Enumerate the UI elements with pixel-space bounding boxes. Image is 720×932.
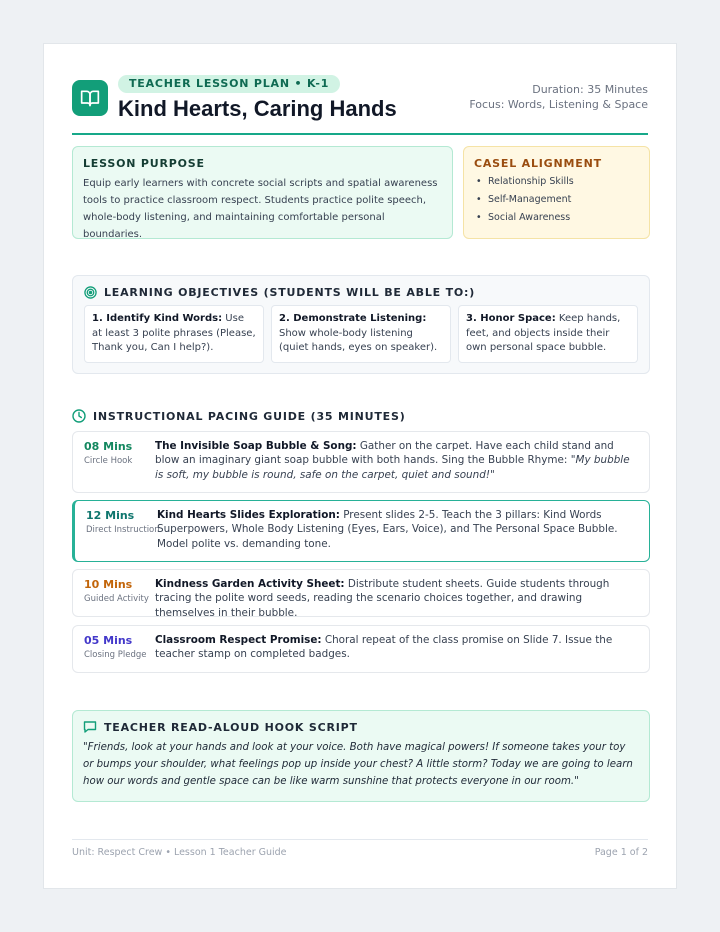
clock-icon [72,409,86,423]
pacing-phase: Guided Activity [84,594,149,604]
speech-bubble-icon [83,720,97,734]
casel-alignment-box [463,146,650,239]
learning-objectives-box [72,275,650,374]
objective-title: 3. Honor Space: [466,313,556,324]
objective-title: 2. Demonstrate Listening: [279,313,427,324]
objectives-heading-text: LEARNING OBJECTIVES (STUDENTS WILL BE ABLE TO:) [104,286,476,299]
pacing-text: Present slides 2-5. Teach the 3 pillars: Kind Words Superpowers, Whole Body Listening (Eyes, Ears, Voice), and The Personal Space Bubble. Model polite vs. demanding tone. [157,509,618,550]
pacing-phase: Circle Hook [84,456,133,466]
book-icon [72,80,108,116]
footer-unit: Unit: Respect Crew • Lesson 1 Teacher Guide [72,847,287,858]
page-title: Kind Hearts, Caring Hands [118,96,397,121]
casel-list [474,173,639,227]
objective-card [84,305,264,363]
pacing-time: 08 Mins [84,440,133,453]
hook-heading [83,720,358,734]
pacing-heading [72,409,406,423]
lesson-purpose-box [72,146,453,239]
pacing-phase: Direct Instruction [86,525,160,535]
hook-script-text: "Friends, look at your hands and look at your voice. Both have magical powers! If someone takes your toy or bumps your shoulder, what feelings pop up inside your chest? A little storm? Today we are going to learn how our words and gentle space can be like warm sunshine that protects everyone in our room." [83,742,633,787]
pacing-time: 05 Mins [84,634,133,647]
objective-text: Show whole-body listening (quiet hands, eyes on speaker). [279,327,438,353]
pacing-title: Kindness Garden Activity Sheet: [155,578,345,590]
objectives-heading [84,286,475,299]
pacing-title: The Invisible Soap Bubble & Song: [155,440,357,452]
hook-heading-text: TEACHER READ-ALOUD HOOK SCRIPT [104,720,358,734]
duration-text: Duration: 35 Minutes [532,83,648,96]
lesson-badge: TEACHER LESSON PLAN • K-1 [118,75,340,93]
casel-heading: CASEL ALIGNMENT [474,157,602,170]
pacing-text: Choral repeat of the class promise on Slide 7. Issue the teacher stamp on completed badges. [155,634,613,661]
casel-item: • Relationship Skills [474,173,639,191]
pacing-text: Gather on the carpet. Have each child stand and blow an imaginary giant soap bubble with both hands. Sing the Bubble Rhyme: [155,440,614,467]
footer-divider [72,839,648,840]
pacing-text: Distribute student sheets. Guide students through tracing the polite word seeds, reading the scenario choices together, and drawing themselves in their bubble. [155,578,610,619]
page-number: Page 1 of 2 [594,847,648,858]
pacing-description [157,508,641,551]
pacing-time: 12 Mins [86,509,135,522]
pacing-quote: "My bubble is soft, my bubble is round, safe on the carpet, quiet and sound!" [155,454,630,481]
pacing-time: 10 Mins [84,578,133,591]
pacing-title: Classroom Respect Promise: [155,634,322,646]
objective-text: Keep hands, feet, and objects inside their own personal space bubble. [466,313,621,353]
pacing-description [155,439,641,482]
header-divider [72,133,648,135]
pacing-row [72,569,650,617]
pacing-title: Kind Hearts Slides Exploration: [157,509,340,521]
pacing-description [155,577,641,620]
casel-item: • Social Awareness [474,209,639,227]
pacing-description [155,633,641,662]
pacing-heading-text: INSTRUCTIONAL PACING GUIDE (35 MINUTES) [93,409,406,423]
lesson-plan-page [43,43,677,889]
objective-card [271,305,451,363]
lesson-meta [469,83,648,112]
lesson-purpose-text: Equip early learners with concrete social scripts and spatial awareness tools to practice classroom respect. Students practice polite speech, whole-body listening, and maintaining comfortable personal boundaries. [83,178,438,240]
pacing-row [72,500,650,562]
read-aloud-hook-box [72,710,650,802]
target-icon [84,286,97,299]
casel-item: • Self-Management [474,191,639,209]
objective-title: 1. Identify Kind Words: [92,313,223,324]
pacing-phase: Closing Pledge [84,650,147,660]
pacing-row [72,625,650,673]
focus-text: Focus: Words, Listening & Space [469,97,648,111]
objective-card [458,305,638,363]
objective-text: Use at least 3 polite phrases (Please, Thank you, Can I help?). [92,313,256,353]
pacing-row [72,431,650,493]
lesson-purpose-heading: LESSON PURPOSE [83,157,205,170]
